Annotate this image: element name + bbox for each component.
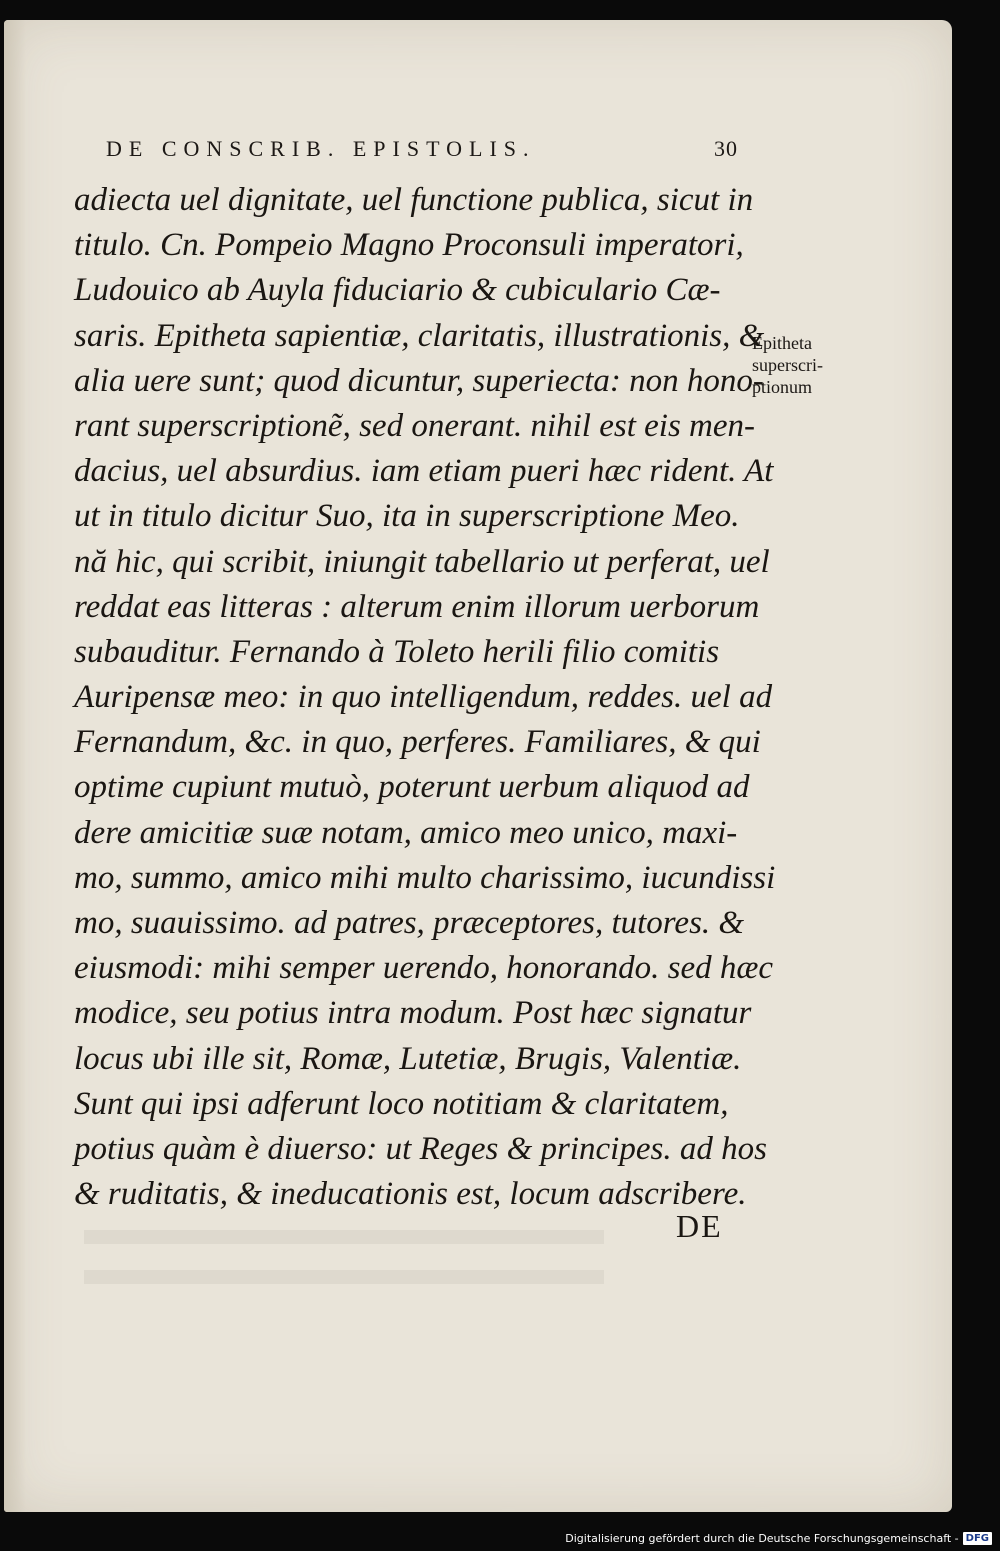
text-line: subauditur. Fernando à Toleto herili filio comitis [74,633,720,670]
credit-text: Digitalisierung gefördert durch die Deutsche Forschungsgemeinschaft - [565,1532,959,1545]
text-line: locus ubi ille sit, Romæ, Lutetiæ, Brugis, Valentiæ. [74,1040,742,1077]
text-line: rant superscriptionẽ, sed onerant. nihil est eis men- [74,407,756,444]
text-line: eiusmodi: mihi semper uerendo, honorando. sed hæc [74,950,774,987]
catchword: DE [676,1208,723,1244]
running-title: DE CONSCRIB. EPISTOLIS. [106,136,536,161]
text-line: Fernandum, &c. in quo, perferes. Familiares, & qui [74,724,761,761]
marginal-note-line: Epitheta [752,333,812,353]
marginal-note-line: superscri- [752,355,823,375]
text-line: Auripensæ meo: in quo intelligendum, reddes. uel ad [74,679,773,716]
text-line: ut in titulo dicitur Suo, ita in superscriptione Meo. [74,498,740,535]
text-line: modice, seu potius intra modum. Post hæc signatur [74,995,752,1032]
text-line: Sunt qui ipsi adferunt loco notitiam & claritatem, [74,1085,729,1122]
text-line: optime cupiunt mutuò, poterunt uerbum aliquod ad [74,769,750,806]
text-line: & ruditatis, & ineducationis est, locum adscribere. [74,1176,747,1213]
marginal-note [752,332,862,398]
digitization-credit [565,1532,992,1545]
text-line: dacius, uel absurdius. iam etiam pueri hæc rident. At [74,453,774,490]
book-page [4,20,952,1512]
text-line: potius quàm è diuerso: ut Reges & principes. ad hos [74,1130,767,1167]
marginal-note-line: ptionum [752,377,813,397]
text-line: nă hic, qui scribit, iniungit tabellario ut perferat, uel [74,543,770,580]
text-line: alia uere sunt; quod dicuntur, superiecta: non hono- [74,362,764,399]
text-line: dere amicitiæ suæ notam, amico meo unico, maxi- [74,814,738,851]
show-through-ink [84,1230,604,1310]
text-line: reddat eas litteras : alterum enim illorum uerborum [74,588,760,625]
text-line: saris. Epitheta sapientiæ, claritatis, illustrationis, & [74,317,765,354]
running-header [106,136,746,162]
text-line: adiecta uel dignitate, uel functione publica, sicut in [74,182,754,218]
text-line: Ludouico ab Auyla fiduciario & cubiculario Cæ- [74,272,721,309]
page-spine-shadow [4,20,26,1512]
page-number: 30 [714,136,738,161]
text-line: titulo. Cn. Pompeio Magno Proconsuli imperatori, [74,227,744,264]
text-line: mo, suauissimo. ad patres, præceptores, tutores. & [74,905,745,941]
main-text-block [74,178,776,1217]
text-line: mo, summo, amico mihi multo charissimo, iucundissi [74,859,776,896]
dfg-logo-icon: DFG [963,1532,992,1545]
